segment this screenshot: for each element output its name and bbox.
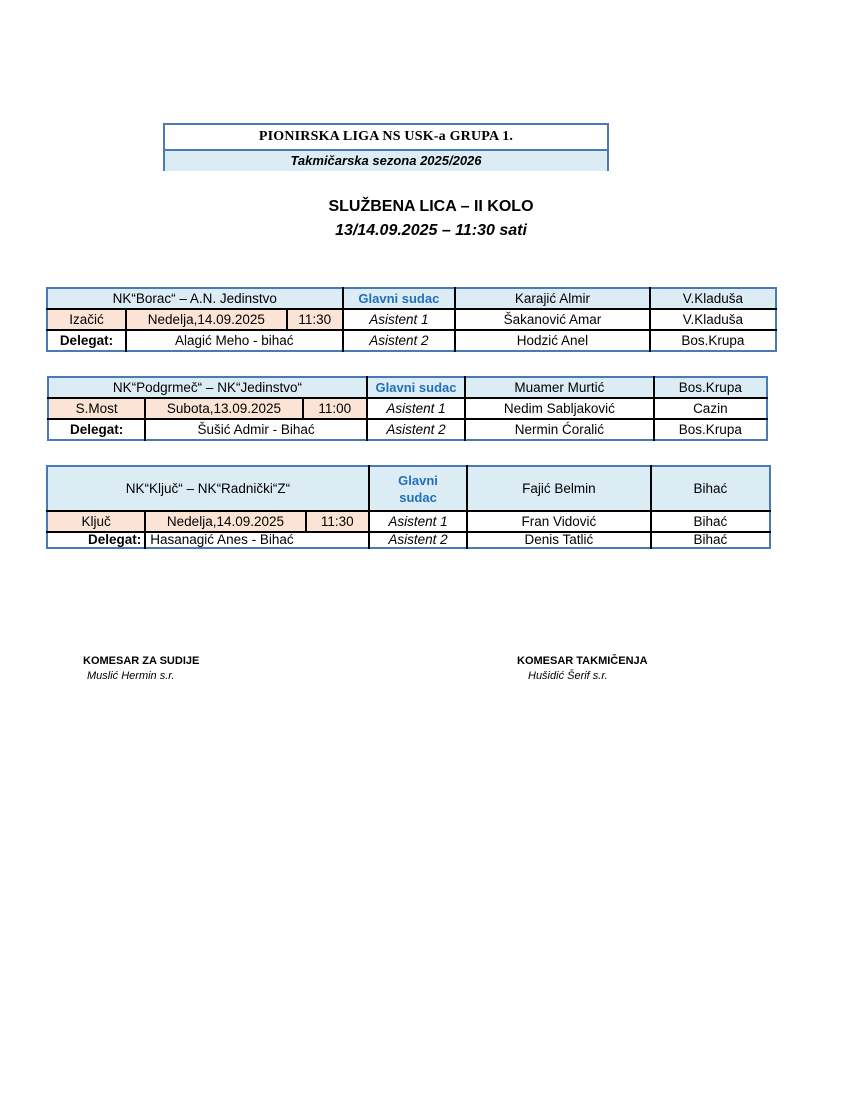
official-name: Fajić Belmin bbox=[467, 466, 651, 511]
delegate-label: Delegat: bbox=[48, 419, 145, 440]
official-name: Šakanović Amar bbox=[455, 309, 650, 330]
official-city: Bos.Krupa bbox=[654, 377, 767, 398]
league-header bbox=[163, 123, 609, 171]
match-teams: NK“Ključ“ – NK“Radnički“Z“ bbox=[47, 466, 369, 511]
official-city: V.Kladuša bbox=[650, 309, 776, 330]
delegate-name: Alagić Meho - bihać bbox=[126, 330, 343, 351]
match-date: Nedelja,14.09.2025 bbox=[126, 309, 287, 330]
role-referee: Glavni sudac bbox=[367, 377, 465, 398]
match-table-3 bbox=[46, 465, 771, 549]
delegate-label: Delegat: bbox=[47, 330, 126, 351]
match-venue: S.Most bbox=[48, 398, 145, 419]
signature-competition-commissioner bbox=[517, 655, 648, 682]
match-table-1 bbox=[46, 287, 777, 352]
match-teams: NK“Podgrmeč“ – NK“Jedinstvo“ bbox=[48, 377, 367, 398]
official-city: V.Kladuša bbox=[650, 288, 776, 309]
match-time: 11:30 bbox=[287, 309, 343, 330]
official-city: Bihać bbox=[651, 466, 770, 511]
delegate-label: Delegat: bbox=[47, 532, 145, 548]
official-name: Karajić Almir bbox=[455, 288, 650, 309]
league-title: PIONIRSKA LIGA NS USK-a GRUPA 1. bbox=[165, 125, 607, 151]
official-name: Nedim Sabljaković bbox=[465, 398, 654, 419]
role-referee: Glavni sudac bbox=[369, 466, 467, 511]
delegate-name: Šušić Admir - Bihać bbox=[145, 419, 367, 440]
match-date: Nedelja,14.09.2025 bbox=[145, 511, 305, 532]
role-assistant-2: Asistent 2 bbox=[369, 532, 467, 548]
signature-name: Muslić Hermin s.r. bbox=[87, 670, 175, 682]
official-name: Hodzić Anel bbox=[455, 330, 650, 351]
match-time: 11:00 bbox=[303, 398, 367, 419]
match-teams: NK“Borac“ – A.N. Jedinstvo bbox=[47, 288, 343, 309]
signature-title: KOMESAR TAKMIČENJA bbox=[517, 655, 648, 667]
official-city: Bihać bbox=[651, 511, 770, 532]
season-label: Takmičarska sezona 2025/2026 bbox=[165, 151, 607, 171]
role-referee: Glavni sudac bbox=[343, 288, 456, 309]
official-city: Bos.Krupa bbox=[678, 422, 742, 437]
signature-referee-commissioner bbox=[83, 655, 199, 682]
match-venue: Izačić bbox=[47, 309, 126, 330]
official-name: Muamer Murtić bbox=[465, 377, 654, 398]
official-city: Cazin bbox=[654, 398, 767, 419]
signature-title: KOMESAR ZA SUDIJE bbox=[83, 655, 200, 667]
match-time: 11:30 bbox=[306, 511, 369, 532]
official-name: Fran Vidović bbox=[467, 511, 651, 532]
official-name: Denis Tatlić bbox=[467, 532, 651, 548]
role-assistant-1: Asistent 1 bbox=[343, 309, 456, 330]
official-city: Bihać bbox=[693, 532, 728, 547]
role-assistant-2: Asistent 2 bbox=[343, 330, 456, 351]
signature-name: Hušidić Šerif s.r. bbox=[528, 670, 608, 682]
official-name: Nermin Ćoralić bbox=[465, 419, 654, 440]
official-city: Bos.Krupa bbox=[681, 333, 745, 348]
match-venue: Ključ bbox=[47, 511, 145, 532]
delegate-name: Hasanagić Anes - Bihać bbox=[145, 532, 369, 548]
match-table-2 bbox=[47, 376, 768, 441]
page-subtitle: 13/14.09.2025 – 11:30 sati bbox=[335, 222, 527, 239]
page-title: SLUŽBENA LICA – II KOLO bbox=[328, 198, 534, 215]
role-assistant-1: Asistent 1 bbox=[369, 511, 467, 532]
match-date: Subota,13.09.2025 bbox=[145, 398, 302, 419]
role-assistant-2: Asistent 2 bbox=[367, 419, 465, 440]
role-assistant-1: Asistent 1 bbox=[367, 398, 465, 419]
